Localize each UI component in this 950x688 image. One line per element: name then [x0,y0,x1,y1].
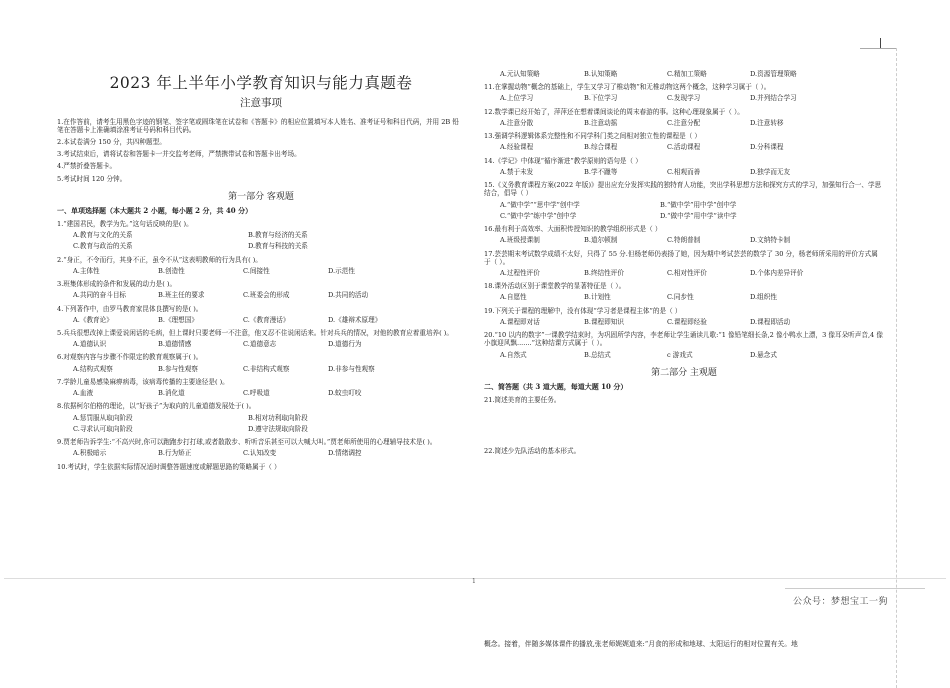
option: B.总结式 [584,350,611,359]
option: C.活动课程 [667,143,701,152]
corner-mark-line [860,48,896,49]
option: A.血液 [73,389,94,398]
option: C.注意分配 [667,118,701,127]
option: A.自愿性 [500,293,527,302]
binding-line [896,48,897,688]
question-7: 7.学龄儿童易感染麻痹病毒，该病毒传播的主要途径是( )。 [57,377,229,386]
option: B.注意动摇 [584,118,618,127]
note-5: 5.考试时间 120 分钟。 [57,174,127,183]
option: D.“做中学”用中学”读中学 [660,211,737,220]
exam-title: 2023 年上半年小学教育知识与能力真题卷 [109,74,413,92]
option: C.呼吸道 [243,389,270,398]
option: A.班级授课制 [500,236,540,245]
option: B.消化道 [158,389,185,398]
option: C.“做中学”练中学”创中学 [500,211,577,220]
option: D.示范性 [328,266,355,275]
option: B.课程即知识 [584,317,624,326]
option: B.道尔顿制 [584,236,618,245]
question-14: 14.《学记》中体现“循序渐进”教学原则的语句是（ ） [484,156,642,165]
next-page-text: 概念。接着，伴随多媒体课件的播放,张老师娓娓道来:“月食的形成和地球、太阳运行的相对位置有关。地 [484,640,798,648]
option: B.综合课程 [584,143,618,152]
question-9-options [57,449,465,457]
option: D.资源管理策略 [750,70,797,78]
answer-space [484,407,884,447]
page-number: 1 [472,578,476,585]
question-13-options [484,143,884,151]
question-6: 6.对观察内容与步骤不作限定的教育观察属于( )。 [57,353,203,362]
note-2: 2.本试卷满分 150 分，共四种题型。 [57,137,166,146]
option: A.“做中学”“思中学”创中学 [500,200,580,209]
question-5: 5.兵兵很想改掉上课爱说闲话的毛病，但上课时只要老师一不注意，他又忍不住说闲话来。针对兵兵的情况，对他的教育应着重培养( )。 [57,329,453,338]
option: B.下位学习 [584,94,618,103]
question-10-options [484,70,884,78]
part-two-heading: 第二部分 主观题 [651,367,717,378]
option: D.并列结合学习 [750,94,797,103]
option: C.相对性评价 [667,268,707,277]
option: D.情绪调控 [328,449,362,458]
option: B.终结性评价 [584,268,624,277]
option: A.主体性 [73,266,100,275]
option: D.组织性 [750,293,777,302]
option: C.非结构式观察 [243,364,290,373]
option: A.积极暗示 [73,449,107,458]
question-4: 4.下列著作中，由罗马教育家昆体良撰写的是( )。 [57,304,203,313]
question-16-options [484,236,884,244]
option: C.班委会的形成 [243,291,290,300]
question-3: 3.班集体形成的条件和发展的动力是( )。 [57,280,177,289]
note-4: 4.严禁折叠答题卡。 [57,162,117,171]
question-4-options [57,316,465,324]
option: B.认知策略 [584,70,618,78]
option: C.相观而善 [667,167,701,176]
question-19: 19.下列关于课程的理解中，没有体现“学习者是课程主体”的是（ ） [484,306,682,315]
option: B.教育与经济的关系 [248,231,308,240]
question-6-options [57,365,465,373]
option: B.“做中学”用中学”创中学 [660,200,737,209]
option: B.学不躐等 [584,167,618,176]
option: B.道德情感 [158,340,192,349]
question-12-options [484,119,884,127]
option: C.认知改变 [243,449,277,458]
option: A.禁于未发 [500,167,534,176]
option: D.蚊虫叮咬 [328,389,362,398]
option: D.道德行为 [328,340,362,349]
question-11: 11.在掌握动物”概念的基础上，学生又学习了椎动物”和无椎动物这两个概念，这种学习属于（ ）。 [484,83,771,92]
question-1: 1.“建国君民，教学为先。”这句话反映的是( )。 [57,219,193,228]
option: A.道德认识 [73,340,107,349]
question-5-options [57,340,465,348]
option: B.《理想国》 [158,315,198,324]
note-3: 3.考试结束后，请将试卷和答题卡一并交监考老师，严禁携带试卷和答题卡出考场。 [57,150,301,159]
section-one-heading: 一、单项选择题（本大题共 2 小题，每小题 2 分，共 40 分） [57,206,253,216]
option: B.相对功利取向阶段 [248,413,308,422]
question-1-options [57,231,465,250]
section-two-heading: 二、简答题（共 3 道大题，每道大题 10 分） [484,382,628,392]
question-15: 15.《义务教育课程方案(2022 年版)》提出应充分发挥实践的独特育人功能，突出学科思想方法和探究方式的学习，加强知行合一、学思结合，倡导（ ） [484,181,882,198]
question-2: 2.“身正，不令而行，其身不正，虽令不从”这表明教师的行为具有( )。 [57,255,262,264]
option: D.个体内差异评价 [750,268,804,277]
option: A.结构式观察 [73,364,113,373]
option: A.共同的奋斗目标 [73,291,127,300]
option: A.经验课程 [500,143,534,152]
notice-heading: 注意事项 [240,97,282,110]
question-14-options [484,168,884,176]
option: C.精加工策略 [667,70,707,78]
question-17: 17.芸芸期末考试数学成绩不太好，只得了 55 分.但杨老师仍表扬了她，因为期中考试芸芸的数学了 30 分，杨老师所采用的评价方式属于（ ）。 [484,249,878,266]
watermark-line [785,588,925,589]
question-3-options [57,291,465,299]
question-2-options [57,267,465,275]
left-column [57,70,465,474]
option: D.分科课程 [750,143,784,152]
question-19-options [484,318,884,326]
option: C.《教育漫话》 [243,315,290,324]
option: D.遵守法规取向阶段 [248,424,308,433]
option: D.非参与性观察 [328,364,375,373]
option: A.课程即对话 [500,317,540,326]
corner-mark [880,38,881,48]
option: D.《雄辩术原理》 [328,315,382,324]
option: D.课程即活动 [750,317,791,326]
question-20: 20.“10 以内的数字”一课教学结束时，为巩固所学内容，李老师让学生诵读儿歌:“1 像铅笔细长条,2 像小鸭水上漂，3 像耳朵听声音,4 像小旗迎风飘.......”这种结课方式属于（ ）。 [484,331,883,348]
option: A.过程性评价 [500,268,540,277]
question-18-options [484,293,884,301]
watermark-text: 公众号：梦想宝工一狗 [793,597,889,607]
question-18: 18.课外活动区别于课堂教学的显著特征是（ ）。 [484,282,626,291]
question-7-options [57,389,465,397]
option: B.创造性 [158,266,185,275]
question-10: 10.考试时，学生依据实际情况适时调整答题速度或解题思路的策略属于（ ） [57,462,281,471]
option: C.同步性 [667,293,694,302]
option: C.特朗普制 [667,236,701,245]
question-11-options [484,94,884,102]
question-8-options [57,414,465,433]
option: A.元认知策略 [500,70,540,78]
option: B.参与性观察 [158,364,198,373]
question-8: 8.依据柯尔伯格的理论，以“好孩子”为取向的儿童道德发展处于( )。 [57,402,256,411]
option: B.班主任的要求 [158,291,205,300]
question-20-options [484,351,884,359]
option: C.道德意志 [243,340,277,349]
question-9: 9.贾老师告诉学生:“不高兴时,你可以跑跑步打打球,或者散散步、听听音乐甚至可以大喊大叫。”贾老师所使用的心理辅导技术是( )。 [57,438,437,447]
question-21: 21.简述美育的主要任务。 [484,395,561,404]
option: D.教育与科技的关系 [248,242,308,251]
option: A.惩罚服从取向阶段 [73,413,133,422]
question-12: 12.数学课已经开始了，萍萍还在想着课间谈论的周末春游的事。这种心理现象属于（ ）。 [484,107,744,116]
question-13: 13.强调学科逻辑体系完整性和不同学科门类之间相对独立性的课程是（ ） [484,132,701,141]
option: C.发现学习 [667,94,701,103]
option: B.计划性 [584,293,611,302]
note-1: 1.在作答前，请考生用黑色字迹的钢笔、签字笔或圆珠笔在试卷和《答题卡》的相应位置填写本人姓名、准考证号和科目代码，并用 2B 铅笔在答题卡上准确填涂准考证号码和科目代码。 [57,117,459,134]
option: c 游戏式 [667,350,693,359]
option: A.注意分散 [500,118,534,127]
option: C.寻求认可取向阶段 [73,424,133,433]
option: D.文纳特卡制 [750,236,791,245]
option: C.间接性 [243,266,270,275]
question-16: 16.最有利于高效率、大面积传授知识的教学组织形式是（ ） [484,225,662,234]
option: D.悬念式 [750,350,777,359]
option: C.教育与政治的关系 [73,242,133,251]
option: A.教育与文化的关系 [73,231,133,240]
option: D.注意转移 [750,118,784,127]
right-column [484,70,884,458]
option: C.课程即经验 [667,317,707,326]
option: A.自然式 [500,350,527,359]
question-17-options [484,269,884,277]
option: D.独学而无友 [750,167,791,176]
question-15-options [484,201,884,220]
option: D.共同的活动 [328,291,369,300]
part-one-heading: 第一部分 客观题 [228,191,294,202]
option: B.行为矫正 [158,449,192,458]
question-22: 22.简述少先队活动的基本形式。 [484,447,581,456]
option: A.上位学习 [500,94,534,103]
option: A.《教育论》 [73,315,113,324]
